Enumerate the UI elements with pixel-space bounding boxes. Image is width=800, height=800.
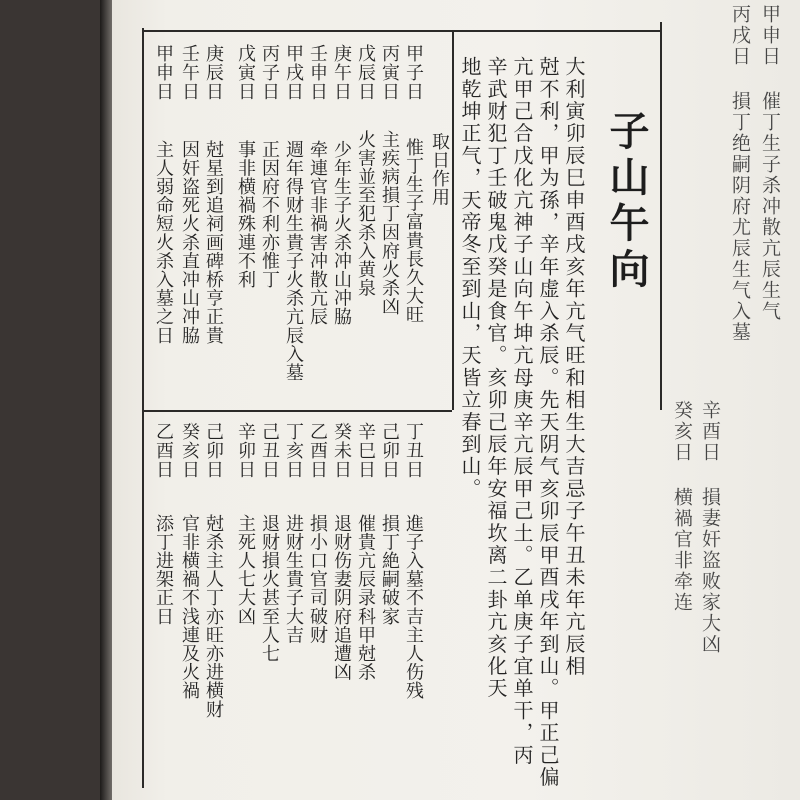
upper-effect: 事非横禍殊連不利 (235, 140, 256, 289)
lower-day: 乙酉日 (307, 422, 328, 479)
upper-effect: 主人弱命短火杀入墓之日 (153, 140, 174, 345)
side-column: 丙戌日 損丁绝嗣阴府尤辰生气入墓 (729, 4, 751, 343)
upper-effect: 週年得财生貴子火杀亢辰入墓 (283, 140, 304, 382)
section-divider-vertical (452, 30, 454, 410)
upper-day: 甲申日 (153, 44, 174, 101)
lower-day: 辛卯日 (235, 422, 256, 479)
lower-effect: 官非横禍不浅連及火禍 (179, 514, 200, 700)
upper-effect: 正因府不利亦惟丁 (259, 140, 280, 289)
side-column: 甲申日 催丁生子杀冲散亢辰生气 (759, 4, 781, 322)
frame-right (660, 22, 662, 410)
lower-effect: 損丁絶嗣破家 (379, 514, 400, 626)
upper-day: 庚辰日 (203, 44, 224, 101)
upper-day: 庚午日 (331, 44, 352, 101)
upper-effect: 少年生子火杀冲山冲脇 (331, 140, 352, 326)
upper-effect: 惟丁生子富貴長久大旺 (403, 138, 424, 324)
frame-left (142, 28, 144, 788)
upper-day: 甲戌日 (283, 44, 304, 101)
verse-column: 大利寅卯辰巳申酉戌亥年亢气旺和相生大吉忌子午丑未年亢辰相 (562, 56, 586, 678)
lower-day: 辛巳日 (355, 422, 376, 479)
upper-day: 戊辰日 (355, 44, 376, 101)
lower-day: 丁亥日 (283, 422, 304, 479)
upper-effect: 因奸盗死火杀直冲山冲脇 (179, 140, 200, 345)
verse-column: 尅不利，甲为孫，辛年虚入杀辰。先天阴气亥卯辰甲酉戌年到山。甲正己偏 (536, 56, 560, 789)
section-divider (142, 410, 452, 412)
side-column: 辛酉日 損妻奸盗败家大凶 (699, 400, 721, 655)
upper-day: 丙子日 (259, 44, 280, 101)
upper-day: 丙寅日 (379, 44, 400, 101)
lower-effect: 主死人七大凶 (235, 514, 256, 626)
lower-effect: 進子入墓不吉主人伤残 (403, 514, 424, 700)
lower-day: 己丑日 (259, 422, 280, 479)
verse-column: 地乾坤正气，天帝冬至到山，天皆立春到山。 (458, 56, 482, 500)
lower-effect: 退财損火甚至人七 (259, 514, 280, 663)
upper-effect: 主疾病損丁因府火杀凶 (379, 130, 400, 316)
lower-day: 己卯日 (203, 422, 224, 479)
lower-effect: 进财生貴子大吉 (283, 514, 304, 645)
lower-day: 癸未日 (331, 422, 352, 479)
upper-day: 壬申日 (307, 44, 328, 101)
upper-effect: 牵連官非禍害冲散亢辰 (307, 140, 328, 326)
side-column: 癸亥日 横禍官非牵连 (671, 400, 693, 613)
lower-effect: 添丁进架正日 (153, 514, 174, 626)
frame-top (142, 30, 660, 32)
upper-effect: 尅星到追祠画碑桥亨正貴 (203, 140, 224, 345)
lower-effect: 損小口官司破财 (307, 514, 328, 645)
verse-column: 亢甲己合戊化亢神子山向午坤亢母庚辛亢辰甲己土。乙单庚子宜单干，丙 (510, 56, 534, 767)
upper-effect: 火害並至犯杀入黄泉 (355, 130, 376, 298)
lower-effect: 尅杀主人丁亦旺亦进横财 (203, 514, 224, 719)
lower-day: 癸亥日 (179, 422, 200, 479)
page-title: 子山午向 (603, 110, 650, 294)
verse-column: 辛武财犯丁壬破鬼戊癸是食官。亥卯己辰年安福坎离二卦亢亥化天 (484, 56, 508, 700)
upper-day: 戊寅日 (235, 44, 256, 101)
lower-effect: 催貴亢辰录科甲尅杀 (355, 514, 376, 682)
lower-day: 己卯日 (379, 422, 400, 479)
lower-day: 丁丑日 (403, 422, 424, 479)
upper-day: 甲子日 (403, 44, 424, 101)
lower-effect: 退财伤妻阴府追遭凶 (331, 514, 352, 682)
section-label: 取日作用 (429, 132, 450, 207)
upper-day: 壬午日 (179, 44, 200, 101)
lower-day: 乙酉日 (153, 422, 174, 479)
